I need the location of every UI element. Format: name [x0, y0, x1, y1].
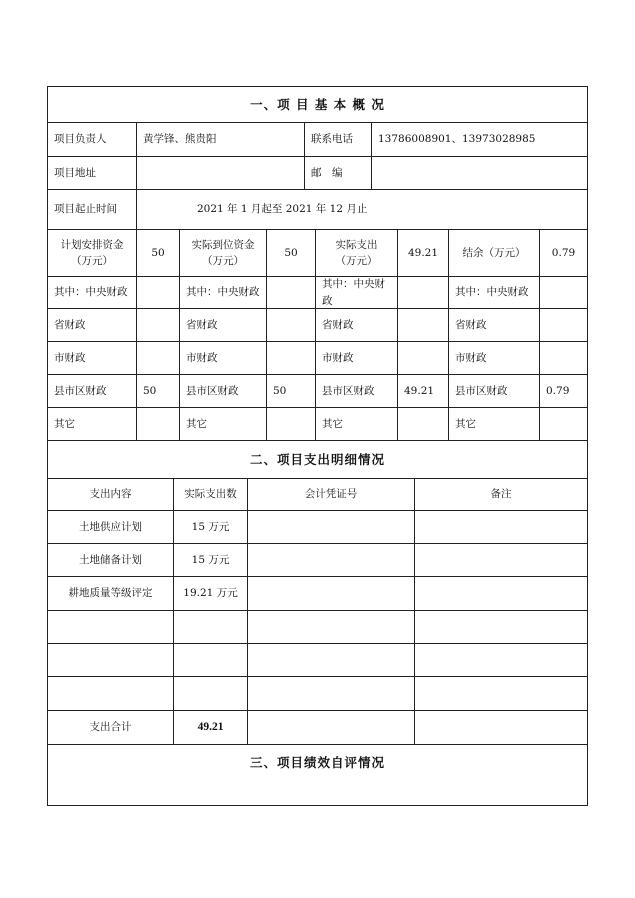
table-row-content: 土地储备计划 [48, 544, 174, 577]
central-finance-label-2: 其中：中央财政 [180, 277, 267, 309]
county-finance-label-2: 县市区财政 [180, 375, 267, 408]
city-received [267, 342, 316, 375]
table-row-amount [174, 677, 248, 711]
received-label [180, 230, 267, 277]
county-received: 50 [267, 375, 316, 408]
city-planned [137, 342, 180, 375]
table-row-remark [415, 677, 587, 711]
county-spent: 49.21 [398, 375, 449, 408]
spent-label-line1: 实际支出 [335, 238, 378, 251]
spent-label [316, 230, 398, 277]
province-finance-label: 省财政 [48, 309, 137, 342]
table-row-voucher [248, 611, 415, 644]
central-planned [137, 277, 180, 309]
table-row-remark [415, 544, 587, 577]
balance-value: 0.79 [540, 230, 587, 277]
table-row-amount: 19.21 万元 [174, 577, 248, 611]
other-spent [398, 408, 449, 441]
other-label: 其它 [48, 408, 137, 441]
table-row-voucher [248, 677, 415, 711]
received-value: 50 [267, 230, 316, 277]
table-row-remark [415, 644, 587, 677]
central-received [267, 277, 316, 309]
total-voucher [248, 711, 415, 745]
balance-label: 结余（万元） [449, 230, 540, 277]
address-value [137, 157, 305, 190]
other-planned [137, 408, 180, 441]
col-header-remark: 备注 [415, 479, 587, 511]
central-balance [540, 277, 587, 309]
phone-value: 13786008901、13973028985 [372, 123, 587, 157]
other-label-3: 其它 [316, 408, 398, 441]
planned-label-line2: （万元） [71, 255, 113, 267]
other-received [267, 408, 316, 441]
city-finance-label-2: 市财政 [180, 342, 267, 375]
table-row-content [48, 611, 174, 644]
province-spent [398, 309, 449, 342]
postcode-label: 邮 编 [305, 157, 372, 190]
central-finance-label-4: 其中：中央财政 [449, 277, 540, 309]
period-value: 2021 年 1 月起至 2021 年 12 月止 [137, 190, 587, 230]
city-finance-label: 市财政 [48, 342, 137, 375]
total-remark [415, 711, 587, 745]
province-finance-label-3: 省财政 [316, 309, 398, 342]
table-row-voucher [248, 511, 415, 544]
other-label-2: 其它 [180, 408, 267, 441]
received-label-line1: 实际到位资金 [191, 238, 255, 251]
total-value: 49.21 [174, 711, 248, 745]
section1-title: 一、项 目 基 本 概 况 [48, 87, 587, 123]
section3-title: 三、项目绩效自评情况 [249, 755, 385, 770]
county-finance-label-4: 县市区财政 [449, 375, 540, 408]
other-balance [540, 408, 587, 441]
phone-label: 联系电话 [305, 123, 372, 157]
total-label: 支出合计 [48, 711, 174, 745]
table-row-amount [174, 644, 248, 677]
province-finance-label-4: 省财政 [449, 309, 540, 342]
table-row-content [48, 677, 174, 711]
table-row-content: 耕地质量等级评定 [48, 577, 174, 611]
province-balance [540, 309, 587, 342]
table-row-voucher [248, 577, 415, 611]
leader-label: 项目负责人 [48, 123, 137, 157]
table-row-remark [415, 611, 587, 644]
table-row-content [48, 644, 174, 677]
col-header-voucher: 会计凭证号 [248, 479, 415, 511]
planned-label [48, 230, 137, 277]
table-row-amount: 15 万元 [174, 544, 248, 577]
table-row-remark [415, 511, 587, 544]
province-received [267, 309, 316, 342]
col-header-amount: 实际支出数 [174, 479, 248, 511]
address-label: 项目地址 [48, 157, 137, 190]
county-finance-label-3: 县市区财政 [316, 375, 398, 408]
received-label-line2: （万元） [202, 255, 244, 267]
table-row-voucher [248, 644, 415, 677]
leader-value: 黄学锋、熊贵阳 [137, 123, 305, 157]
city-balance [540, 342, 587, 375]
spent-label-line2: （万元） [335, 255, 378, 267]
project-form-table [47, 86, 588, 806]
spent-value: 49.21 [398, 230, 449, 277]
province-finance-label-2: 省财政 [180, 309, 267, 342]
period-label: 项目起止时间 [48, 190, 137, 230]
city-spent [398, 342, 449, 375]
table-row-remark [415, 577, 587, 611]
table-row-amount [174, 611, 248, 644]
province-planned [137, 309, 180, 342]
central-spent [398, 277, 449, 309]
city-finance-label-4: 市财政 [449, 342, 540, 375]
table-row-content: 土地供应计划 [48, 511, 174, 544]
city-finance-label-3: 市财政 [316, 342, 398, 375]
section2-title: 二、项目支出明细情况 [48, 441, 587, 479]
table-row-amount: 15 万元 [174, 511, 248, 544]
postcode-value [372, 157, 587, 190]
county-planned: 50 [137, 375, 180, 408]
county-balance: 0.79 [540, 375, 587, 408]
county-finance-label: 县市区财政 [48, 375, 137, 408]
other-label-4: 其它 [449, 408, 540, 441]
central-finance-label-3: 其中：中央财政 [316, 277, 398, 309]
planned-label-line1: 计划安排资金 [60, 238, 124, 251]
planned-value: 50 [137, 230, 180, 277]
central-finance-label: 其中：中央财政 [48, 277, 137, 309]
table-row-voucher [248, 544, 415, 577]
col-header-content: 支出内容 [48, 479, 174, 511]
